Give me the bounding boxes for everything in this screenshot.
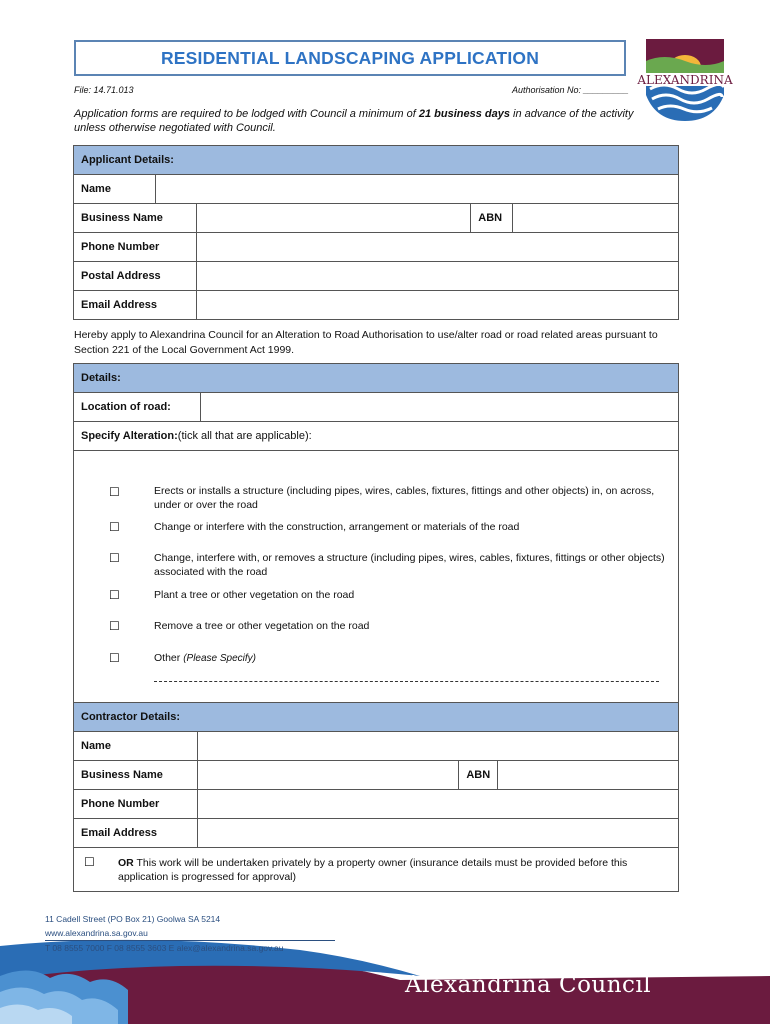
footer-contact <box>45 912 335 955</box>
authorisation-number: Authorisation No: _________ <box>512 85 629 95</box>
council-name: Alexandrina Council <box>405 972 652 998</box>
applicant-name-label: Name <box>74 175 156 204</box>
footer-phone-email: T 08 8555 7000 F 08 8555 3603 E alex@alexandrina.sa.gov.au <box>45 943 284 953</box>
checkbox-private-owner[interactable]: ☐ <box>84 855 95 869</box>
applicant-email-label: Email Address <box>74 291 197 320</box>
checkbox-other[interactable]: ☐ <box>109 651 120 665</box>
form-title: RESIDENTIAL LANDSCAPING APPLICATION <box>160 48 540 68</box>
contractor-phone-field[interactable] <box>197 790 678 819</box>
private-owner-option <box>74 848 679 892</box>
other-specify-line-1[interactable] <box>154 681 659 682</box>
contractor-name-label: Name <box>74 732 198 761</box>
option-erect: Erects or installs a structure (including pipes, wires, cables, fixtures, fittings and other objects) in, on across, under or over the road <box>154 485 655 511</box>
details-section <box>73 363 679 731</box>
checkbox-plant-tree[interactable]: ☐ <box>109 588 120 602</box>
applicant-business-label: Business Name <box>74 204 197 233</box>
location-field[interactable] <box>201 393 678 421</box>
contractor-abn-label: ABN <box>459 761 498 790</box>
intro-text: Application forms are required to be lodged with Council a minimum of 21 business days in advance of the activity unless otherwise negotiated with Council. <box>74 108 634 134</box>
checkbox-erect[interactable]: ☐ <box>109 485 120 499</box>
contractor-business-label: Business Name <box>74 761 198 790</box>
location-label: Location of road: <box>74 393 201 421</box>
applicant-abn-field[interactable] <box>513 204 679 233</box>
applicant-abn-label: ABN <box>471 204 513 233</box>
option-plant-tree: Plant a tree or other vegetation on the road <box>154 589 355 601</box>
applicant-phone-field[interactable] <box>196 233 678 262</box>
contractor-email-field[interactable] <box>197 819 678 848</box>
contractor-heading: Contractor Details: <box>74 703 679 732</box>
applicant-postal-field[interactable] <box>196 262 678 291</box>
contractor-email-label: Email Address <box>74 819 198 848</box>
option-other: Other (Please Specify) <box>154 652 256 664</box>
form-title-box <box>74 40 626 76</box>
option-remove-tree: Remove a tree or other vegetation on the road <box>154 620 370 632</box>
applicant-email-field[interactable] <box>196 291 678 320</box>
footer-address: 11 Cadell Street (PO Box 21) Goolwa SA 5214 <box>45 914 221 924</box>
option-change-structure: Change, interfere with, or removes a structure (including pipes, wires, cables, fixtures, fittings or other objects) associated with the road <box>154 552 665 578</box>
contractor-business-field[interactable] <box>197 761 458 790</box>
applicant-phone-label: Phone Number <box>74 233 197 262</box>
contractor-abn-field[interactable] <box>498 761 679 790</box>
applicant-name-field[interactable] <box>155 175 678 204</box>
footer-website[interactable]: www.alexandrina.sa.gov.au <box>45 928 148 938</box>
contractor-name-field[interactable] <box>197 732 678 761</box>
option-change-construction: Change or interfere with the construction, arrangement or materials of the road <box>154 521 520 533</box>
applicant-postal-label: Postal Address <box>74 262 197 291</box>
private-owner-text: OR This work will be undertaken privately by a property owner (insurance details must be provided before this application is progressed for approval) <box>118 857 628 883</box>
hereby-statement: Hereby apply to Alexandrina Council for an Alteration to Road Authorisation to use/alter road or road related areas pursuant to Section 221 of the Local Government Act 1999. <box>74 329 658 356</box>
checkbox-change-construction[interactable]: ☐ <box>109 520 120 534</box>
file-number: File: 14.71.013 <box>74 85 134 95</box>
applicant-business-field[interactable] <box>196 204 470 233</box>
svg-text:ALEXANDRINA: ALEXANDRINA <box>637 73 733 87</box>
details-heading: Details: <box>74 364 678 393</box>
checkbox-change-structure[interactable]: ☐ <box>109 551 120 565</box>
contractor-details-table <box>73 702 679 892</box>
applicant-heading: Applicant Details: <box>74 146 679 175</box>
alteration-checklist <box>74 451 678 731</box>
applicant-details-table <box>73 145 679 320</box>
checkbox-remove-tree[interactable]: ☐ <box>109 619 120 633</box>
specify-alteration: Specify Alteration: (tick all that are applicable): <box>74 422 678 451</box>
contractor-phone-label: Phone Number <box>74 790 198 819</box>
